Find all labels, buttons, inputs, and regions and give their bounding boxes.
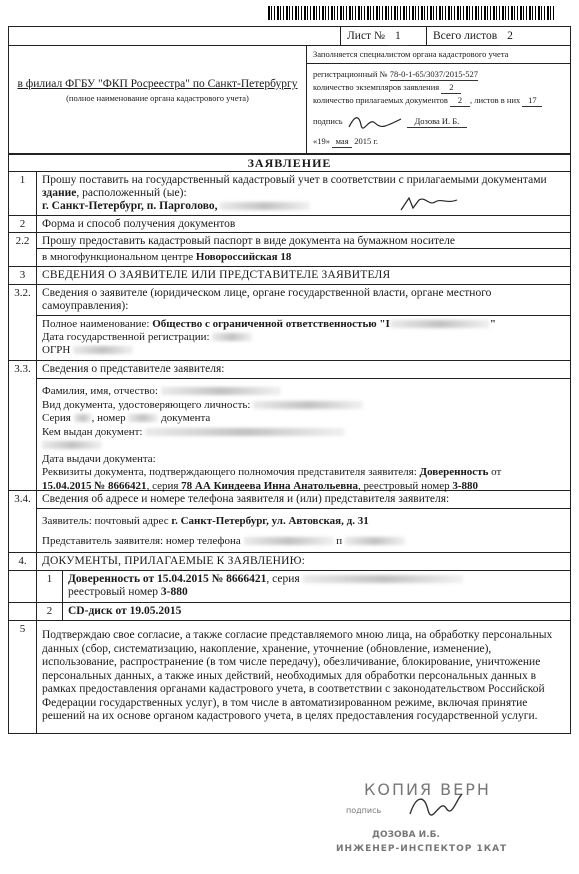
r34-rep-tail: п bbox=[336, 535, 343, 547]
r33-issued: Кем выдан документ: bbox=[42, 425, 143, 438]
row-3-2 bbox=[9, 285, 570, 361]
sheet-info bbox=[9, 27, 570, 46]
sheet-label: Лист № bbox=[347, 30, 385, 42]
row-number: 5 bbox=[9, 621, 37, 733]
reg-number: 78-0-1-65/3037/2015-527 bbox=[389, 69, 479, 79]
row-4-2 bbox=[9, 603, 570, 621]
sheets-total-label: Всего листов bbox=[433, 30, 498, 42]
r32-fullname: Общество с ограниченной ответственностью "I bbox=[152, 318, 390, 330]
r34-address: г. Санкт-Петербург, ул. Автовская, д. 31 bbox=[171, 515, 369, 527]
r33-number: , номер bbox=[91, 412, 126, 424]
barcode bbox=[268, 6, 556, 20]
sheets-label: , листов в них bbox=[469, 95, 521, 105]
r22-center-line bbox=[37, 248, 570, 266]
r4-1-reg: 3-880 bbox=[160, 586, 188, 598]
r1-address: г. Санкт-Петербург, п. Парголово, bbox=[42, 200, 218, 212]
redacted-block bbox=[303, 575, 463, 583]
r4-2-doc: CD-диск от 19.05.2015 bbox=[68, 605, 182, 617]
redacted-block bbox=[212, 333, 252, 341]
r22-text: Прошу предоставить кадастровый паспорт в виде документа на бумажном носителе bbox=[42, 235, 456, 247]
r32-fullname-label: Полное наименование: bbox=[42, 318, 150, 330]
redacted-block bbox=[220, 202, 310, 210]
date-month: мая bbox=[332, 135, 352, 148]
r33-powers-from: от bbox=[491, 466, 502, 478]
redacted-block bbox=[128, 414, 158, 422]
r33-series: Серия bbox=[42, 412, 71, 424]
r34-text: Сведения об адресе и номере телефона заявителя и (или) представителя заявителя: bbox=[42, 493, 450, 505]
redacted-block bbox=[390, 320, 490, 328]
signature-icon bbox=[399, 194, 459, 214]
r33-powers-series-label: , серия bbox=[146, 479, 179, 492]
r32-reg-date-line bbox=[42, 331, 565, 344]
certification-stamp bbox=[326, 774, 546, 870]
stamp-signature-icon bbox=[406, 790, 466, 820]
row-4-1 bbox=[9, 571, 570, 603]
r2-text: Форма и способ получения документов bbox=[42, 218, 236, 230]
sheet-number: 1 bbox=[388, 27, 408, 46]
row-1 bbox=[9, 172, 570, 216]
application-table bbox=[8, 154, 571, 734]
r33-text: Сведения о представителе заявителя: bbox=[42, 363, 225, 375]
r34-details bbox=[37, 508, 570, 553]
r5-consent-text: Подтверждаю свое согласие, а также согласие представляемого мною лица, на обработку персональных данных (сбор, систематизацию, накопление, хранение, уточнение (обновление, изменение), использование, распространение (в том числе передачу), обезличивание, блокирование, уничтожение персональных данных, а также иных действий, необходимых для обработки персональных данных в рамках предоставления органами кадастрового учета, в соответствии с законодательством Российской Федерации государственных услуг), в том числе в автоматизированном режиме, включая принятие решений на их основе органом кадастрового учета, в целях предоставления государственной услуги. bbox=[42, 629, 553, 722]
row-4 bbox=[9, 553, 570, 571]
r33-series-line bbox=[42, 412, 565, 426]
r33-doc: Вид документа, удостоверяющего личность: bbox=[42, 398, 251, 411]
row-3-3 bbox=[9, 361, 570, 491]
row-2-2 bbox=[9, 233, 570, 267]
office-heading: Заполняется специалистом органа кадастрового учета bbox=[307, 45, 570, 64]
r34-applicant: Заявитель: почтовый адрес bbox=[42, 515, 169, 527]
row-number: 2.2 bbox=[9, 233, 37, 266]
r33-fio-line bbox=[42, 385, 565, 399]
r33-blur-line bbox=[42, 439, 565, 453]
r33-powers-num: № 8666421 bbox=[94, 479, 147, 492]
redacted-block bbox=[74, 414, 92, 422]
r33-powers-doc: Доверенность bbox=[419, 466, 489, 478]
application-title: ЗАЯВЛЕНИЕ bbox=[9, 155, 570, 172]
row-number-empty bbox=[9, 571, 37, 602]
date-line bbox=[313, 135, 564, 148]
r32-fullname-end: " bbox=[489, 318, 496, 330]
r4-1-doc: Доверенность от 15.04.2015 № 8666421 bbox=[68, 573, 267, 585]
r33-issued-line bbox=[42, 426, 565, 440]
r4-1-content bbox=[63, 571, 570, 601]
addressee-name: в филиал ФГБУ "ФКП Росреестра" по Санкт-Петербургу bbox=[17, 78, 298, 90]
redacted-block bbox=[145, 428, 345, 436]
redacted-block bbox=[345, 537, 405, 545]
docs-count: 2 bbox=[450, 94, 470, 107]
r33-powers-reg-label: , реестровый номер bbox=[357, 479, 450, 492]
addressee-hint: (полное наименование органа кадастрового учета) bbox=[66, 93, 249, 103]
redacted-block bbox=[161, 387, 281, 395]
r33-details bbox=[37, 378, 570, 495]
r33-powers-date: 15.04.2015 bbox=[42, 479, 92, 492]
copies-line bbox=[313, 81, 564, 94]
date-year: 2015 г. bbox=[354, 136, 379, 146]
r1-text-end: , расположенный (ые): bbox=[76, 187, 187, 199]
stamp-name: ДОЗОВА И.Б. bbox=[372, 830, 440, 840]
row-5 bbox=[9, 621, 570, 733]
r33-issue-date-line bbox=[42, 453, 565, 467]
sheets-total-cell bbox=[426, 27, 572, 45]
signer-name: Дозова И. Б. bbox=[407, 115, 467, 128]
row-2 bbox=[9, 216, 570, 233]
office-signature-icon bbox=[345, 113, 405, 131]
row-number: 4. bbox=[9, 553, 37, 570]
r1-text: Прошу поставить на государственный кадастровый учет в соответствии с прилагаемыми документами bbox=[42, 174, 547, 186]
r32-reg-date: Дата государственной регистрации: bbox=[42, 331, 210, 343]
row-3 bbox=[9, 267, 570, 285]
redacted-block bbox=[253, 401, 363, 409]
sign-label: подпись bbox=[313, 115, 343, 126]
row-number: 1 bbox=[9, 172, 37, 215]
r33-issue-date: Дата выдачи документа: bbox=[42, 452, 156, 465]
r34-rep-line bbox=[42, 531, 565, 551]
row-number: 3.2. bbox=[9, 285, 37, 360]
r4-1-reg-label: реестровый номер bbox=[68, 586, 159, 598]
r4-text: ДОКУМЕНТЫ, ПРИЛАГАЕМЫЕ К ЗАЯВЛЕНИЮ: bbox=[42, 555, 306, 567]
r33-doc-line bbox=[42, 399, 565, 413]
row-number: 2 bbox=[9, 216, 37, 232]
office-use-block bbox=[306, 45, 570, 153]
redacted-block bbox=[244, 537, 334, 545]
r32-details bbox=[37, 315, 570, 359]
sheet-number-cell bbox=[340, 27, 426, 45]
r32-ogrn: ОГРН bbox=[42, 344, 71, 356]
redacted-block bbox=[42, 441, 102, 449]
r32-text: Сведения о заявителе (юридическом лице, органе государственной власти, органе местного самоуправления): bbox=[42, 287, 492, 312]
r22-center: Новороссийская 18 bbox=[195, 251, 292, 263]
sheets-count: 17 bbox=[522, 94, 542, 107]
r3-text: СВЕДЕНИЯ О ЗАЯВИТЕЛЕ ИЛИ ПРЕДСТАВИТЕЛЕ ЗАЯВИТЕЛЯ bbox=[42, 269, 391, 281]
header-block bbox=[8, 26, 571, 154]
r34-applicant-line bbox=[42, 511, 565, 531]
subrow-number: 2 bbox=[37, 603, 63, 620]
row-number: 3.4. bbox=[9, 491, 37, 552]
sheets-total: 2 bbox=[500, 27, 520, 46]
docs-label: количество прилагаемых документов bbox=[313, 95, 448, 105]
sign-line bbox=[313, 113, 564, 131]
row-3-4 bbox=[9, 491, 570, 553]
reg-label: регистрационный № bbox=[313, 69, 388, 79]
subrow-number: 1 bbox=[37, 571, 63, 602]
row-number: 3.3. bbox=[9, 361, 37, 490]
stamp-copy: КОПИЯ ВЕРН bbox=[364, 780, 491, 799]
r33-powers-person: Киндеева Инна Анатольевна bbox=[213, 479, 358, 492]
r33-powers-series: 78 АА bbox=[181, 479, 211, 492]
docs-line bbox=[313, 94, 564, 107]
r22-text2: в многофункциональном центре bbox=[42, 251, 194, 263]
r33-fio: Фамилия, имя, отчество: bbox=[42, 385, 158, 397]
r33-doc-word: документа bbox=[161, 412, 211, 424]
stamp-position: ИНЖЕНЕР-ИНСПЕКТОР 1КАТ bbox=[336, 844, 508, 854]
stamp-sign-label: подпись bbox=[346, 806, 382, 815]
date-day: «19» bbox=[313, 136, 330, 146]
copies-count: 2 bbox=[441, 81, 461, 94]
r33-powers: Реквизиты документа, подтверждающего полномочия представителя заявителя: bbox=[42, 466, 417, 478]
row-number: 3 bbox=[9, 267, 37, 284]
row-1-content bbox=[37, 172, 570, 215]
row-number-empty bbox=[9, 603, 37, 620]
r34-rep: Представитель заявителя: номер телефона bbox=[42, 535, 241, 547]
r32-fullname-line bbox=[42, 318, 565, 331]
r33-powers-reg: 3-880 bbox=[452, 479, 479, 492]
reg-line bbox=[313, 68, 564, 81]
addressee bbox=[9, 77, 306, 105]
copies-label: количество экземпляров заявления bbox=[313, 82, 440, 92]
r32-ogrn-line bbox=[42, 344, 565, 357]
redacted-block bbox=[73, 346, 133, 354]
r4-1-series: , серия bbox=[266, 573, 300, 585]
r33-powers-line bbox=[42, 466, 565, 480]
r1-object: здание bbox=[42, 187, 77, 199]
